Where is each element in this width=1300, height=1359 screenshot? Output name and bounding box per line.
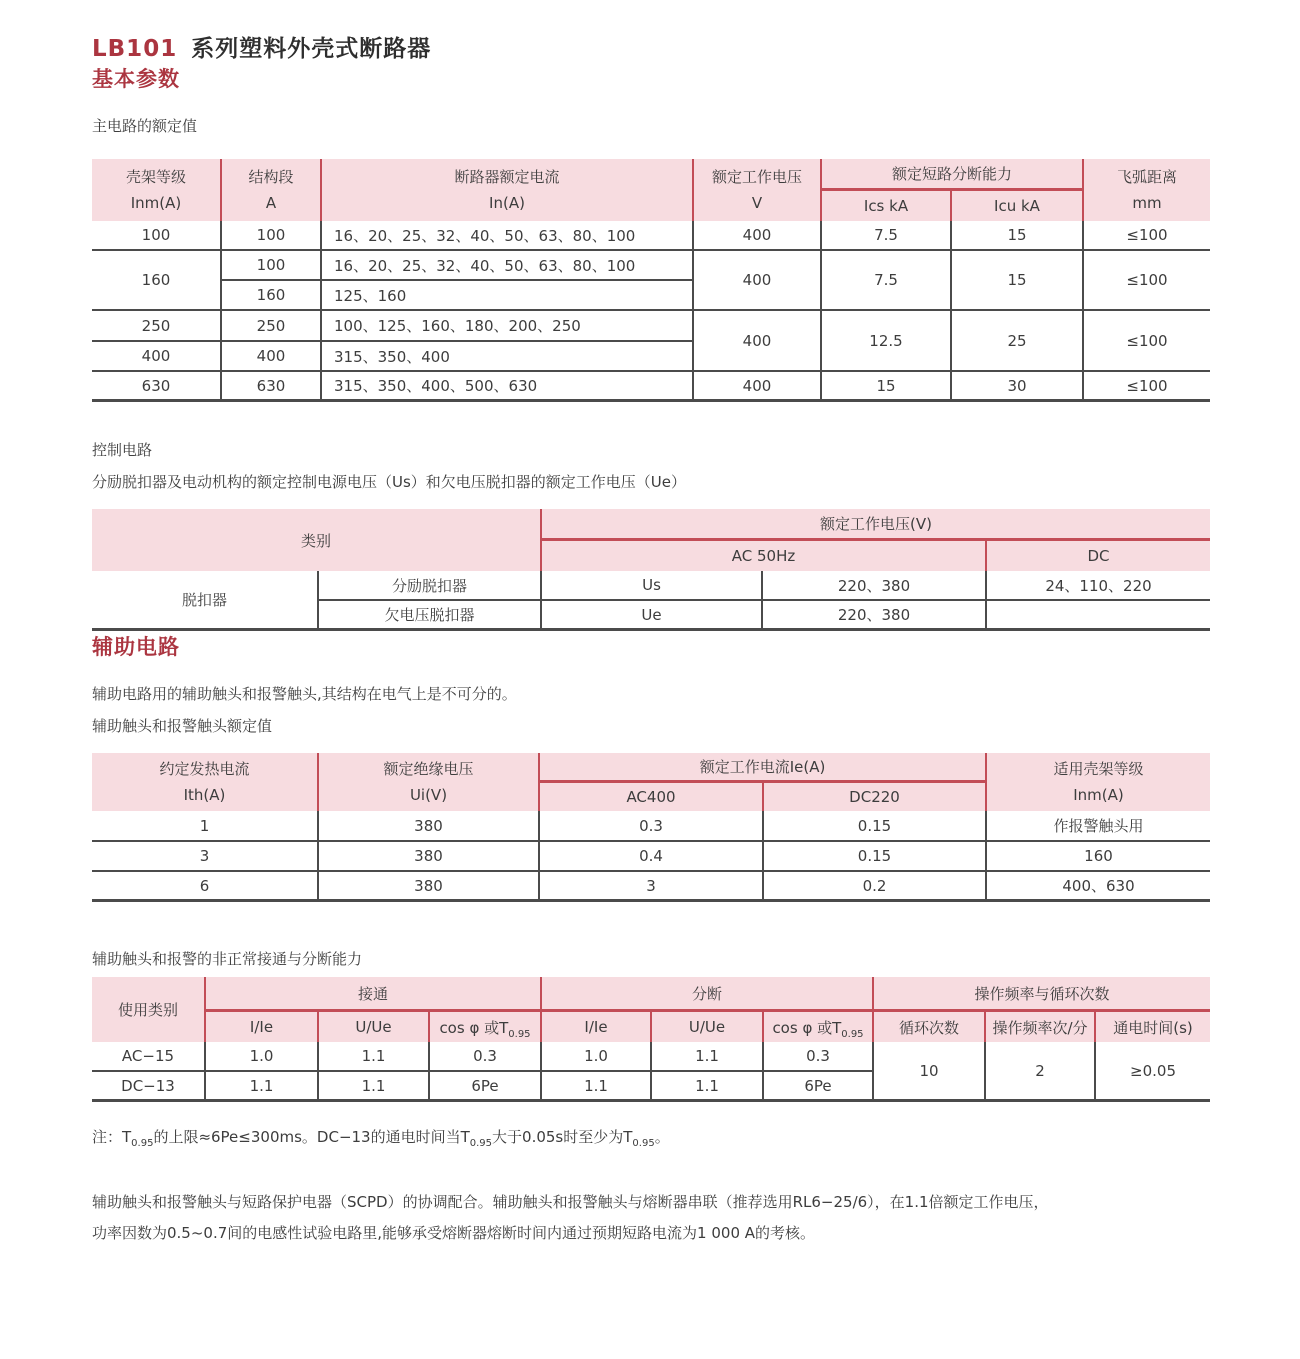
- cell-current: 100、125、160、180、200、250: [320, 311, 692, 342]
- cell-release-group: 脱扣器: [92, 571, 317, 631]
- cell-frame: 630: [92, 372, 220, 402]
- table-row: [92, 311, 1210, 342]
- cell-ui: 380: [317, 872, 538, 902]
- coordination-paragraph: [92, 1187, 1210, 1249]
- table-footnote: [92, 1126, 1210, 1147]
- cell-break-i: 1.1: [540, 1072, 650, 1102]
- cell-break-i: 1.0: [540, 1042, 650, 1072]
- cell-struct: 160: [220, 281, 320, 311]
- control-circuit-table: [92, 509, 1210, 631]
- header-row-1: [92, 977, 1210, 1012]
- aux-ratings-subtitle: 辅助触头和报警触头额定值: [92, 717, 273, 735]
- header-make-iie: I/Ie: [204, 1012, 317, 1042]
- cell-dc-values: [985, 601, 1210, 631]
- cell-current: 125、160: [320, 281, 692, 311]
- cell-ics: 12.5: [820, 311, 950, 372]
- header-utilization-category: 使用类别: [92, 977, 204, 1042]
- cell-voltage: 400: [692, 221, 820, 251]
- cell-break-cos: 0.3: [762, 1042, 872, 1072]
- cell-ac: 3: [538, 872, 762, 902]
- cell-make-u: 1.1: [317, 1042, 428, 1072]
- aux-contact-ratings-table: [92, 753, 1210, 902]
- cell-ics: 15: [820, 372, 950, 402]
- cell-make-u: 1.1: [317, 1072, 428, 1102]
- cell-frame: 作报警触头用: [985, 811, 1210, 842]
- header-line: 断路器额定电流: [454, 168, 560, 186]
- cell-make-cos: 0.3: [428, 1042, 540, 1072]
- cell-ith: 3: [92, 842, 317, 872]
- header-arc-distance: [1082, 159, 1210, 221]
- header-ics: Ics kA: [820, 191, 950, 221]
- abnormal-capacity-table: [92, 977, 1210, 1102]
- header-line: mm: [1132, 194, 1162, 212]
- table-row: [92, 571, 1210, 601]
- title-series-code: LB101: [92, 36, 178, 62]
- cell-cycles: 10: [872, 1042, 984, 1102]
- aux-paragraph: 辅助电路用的辅助触头和报警触头,其结构在电气上是不可分的。: [92, 685, 517, 703]
- cell-current: 16、20、25、32、40、50、63、80、100: [320, 251, 692, 281]
- cell-current: 315、350、400: [320, 342, 692, 372]
- cell-frame: 400、630: [985, 872, 1210, 902]
- paragraph-line: 辅助触头和报警触头与短路保护电器（SCPD）的协调配合。辅助触头和报警触头与熔断器串联（推荐选用RL6−25/6），在1.1倍额定工作电压，: [92, 1193, 1049, 1211]
- header-line: Ui(V): [409, 786, 448, 804]
- header-row-1: [92, 159, 1210, 191]
- table-row: [92, 872, 1210, 902]
- cell-ics: 7.5: [820, 221, 950, 251]
- cell-current: 16、20、25、32、40、50、63、80、100: [320, 221, 692, 251]
- table-row: [92, 842, 1210, 872]
- cell-dc-values: 24、110、220: [985, 571, 1210, 601]
- header-line: 适用壳架等级: [1053, 760, 1144, 778]
- cell-icu: 30: [950, 372, 1082, 402]
- main-ratings-table: [92, 159, 1210, 402]
- cell-ith: 6: [92, 872, 317, 902]
- note-text: 的上限≈6Pe≤300ms。DC−13的通电时间当T: [153, 1128, 470, 1146]
- cell-struct: 250: [220, 311, 320, 342]
- header-applicable-frame: [985, 753, 1210, 811]
- section-heading-basic-params: 基本参数: [92, 67, 180, 91]
- header-ac400: AC400: [538, 783, 762, 811]
- abnormal-capacity-caption: 辅助触头和报警的非正常接通与分断能力: [92, 950, 363, 968]
- table-row: [92, 811, 1210, 842]
- cell-symbol: Ue: [540, 601, 761, 631]
- cell-category: DC−13: [92, 1072, 204, 1102]
- cell-make-cos: 6Pe: [428, 1072, 540, 1102]
- cell-break-cos: 6Pe: [762, 1072, 872, 1102]
- header-break-uue: U/Ue: [650, 1012, 762, 1042]
- table-row: [92, 251, 1210, 281]
- header-line: 结构段: [248, 168, 294, 186]
- header-rated-working-voltage: 额定工作电压(V): [540, 509, 1210, 541]
- cell-struct: 100: [220, 221, 320, 251]
- header-line: A: [265, 194, 277, 212]
- cell-release-name: 分励脱扣器: [317, 571, 540, 601]
- cell-arc: ≤100: [1082, 251, 1210, 311]
- cell-arc: ≤100: [1082, 221, 1210, 251]
- cell-make-i: 1.0: [204, 1042, 317, 1072]
- header-break-cos: [762, 1012, 872, 1042]
- cell-ui: 380: [317, 811, 538, 842]
- header-line: 额定工作电压: [711, 168, 802, 186]
- header-line: 壳架等级: [125, 168, 186, 186]
- header-line: Inm(A): [130, 194, 182, 212]
- header-line: V: [751, 194, 763, 212]
- cell-frame: 160: [985, 842, 1210, 872]
- header-energized-time: 通电时间(s): [1094, 1012, 1210, 1042]
- header-row-1: [92, 753, 1210, 783]
- page-content: [92, 30, 1210, 1249]
- page-title: [92, 30, 1210, 63]
- cell-dc: 0.15: [762, 842, 985, 872]
- cell-dc: 0.15: [762, 811, 985, 842]
- cell-current: 315、350、400、500、630: [320, 372, 692, 402]
- header-line: 约定发热电流: [159, 760, 250, 778]
- cell-dc: 0.2: [762, 872, 985, 902]
- cell-ac-values: 220、380: [761, 571, 985, 601]
- header-cycles: 循环次数: [872, 1012, 984, 1042]
- header-operating-frequency-cycles: 操作频率与循环次数: [872, 977, 1210, 1012]
- header-operation-rate: 操作频率次/分: [984, 1012, 1094, 1042]
- header-thermal-current: [92, 753, 317, 811]
- cell-ics: 7.5: [820, 251, 950, 311]
- cell-frame: 250: [92, 311, 220, 342]
- section-heading-aux-circuit: 辅助电路: [92, 635, 180, 659]
- header-row-1: [92, 509, 1210, 541]
- cell-icu: 15: [950, 221, 1082, 251]
- cell-icu: 15: [950, 251, 1082, 311]
- header-frame-level: [92, 159, 220, 221]
- cell-rate: 2: [984, 1042, 1094, 1102]
- header-rated-current: [320, 159, 692, 221]
- cell-arc: ≤100: [1082, 372, 1210, 402]
- header-break-iie: I/Ie: [540, 1012, 650, 1042]
- header-category: 类别: [92, 509, 540, 571]
- header-row-2: [92, 1012, 1210, 1042]
- cell-icu: 25: [950, 311, 1082, 372]
- header-break: 分断: [540, 977, 872, 1012]
- cell-arc: ≤100: [1082, 311, 1210, 372]
- note-subscript: 0.95: [131, 1138, 154, 1149]
- cell-category: AC−15: [92, 1042, 204, 1072]
- header-dc220: DC220: [762, 783, 985, 811]
- note-text: 大于0.05s时至少为T: [492, 1128, 633, 1146]
- control-circuit-desc: 分励脱扣器及电动机构的额定控制电源电压（Us）和欠电压脱扣器的额定工作电压（Ue）: [92, 473, 687, 491]
- cell-ith: 1: [92, 811, 317, 842]
- cell-voltage: 400: [692, 311, 820, 372]
- cell-break-u: 1.1: [650, 1072, 762, 1102]
- header-breaking-capacity: 额定短路分断能力: [820, 159, 1082, 191]
- cell-frame: 160: [92, 251, 220, 311]
- header-structure: [220, 159, 320, 221]
- cell-struct: 400: [220, 342, 320, 372]
- table-row: [92, 372, 1210, 402]
- subtitle-main-circuit: 主电路的额定值: [92, 117, 198, 135]
- header-ac: AC 50Hz: [540, 541, 985, 571]
- header-make: 接通: [204, 977, 540, 1012]
- paragraph-line: 功率因数为0.5~0.7间的电感性试验电路里,能够承受熔断器熔断时间内通过预期短路电流为1 000 A的考核。: [92, 1224, 816, 1242]
- cos-label: cos φ 或T: [772, 1018, 842, 1037]
- note-text: 注：T: [92, 1128, 132, 1146]
- header-make-cos: [428, 1012, 540, 1042]
- cos-subscript: 0.95: [841, 1028, 864, 1040]
- header-line: Inm(A): [1073, 786, 1124, 804]
- cell-struct: 100: [220, 251, 320, 281]
- control-circuit-heading: 控制电路: [92, 441, 153, 459]
- cell-symbol: Us: [540, 571, 761, 601]
- header-working-current: 额定工作电流Ie(A): [538, 753, 985, 783]
- note-subscript: 0.95: [632, 1138, 655, 1149]
- cell-time: ≥0.05: [1094, 1042, 1210, 1102]
- cell-ac: 0.3: [538, 811, 762, 842]
- note-text: 。: [654, 1128, 670, 1146]
- header-dc: DC: [985, 541, 1210, 571]
- header-make-uue: U/Ue: [317, 1012, 428, 1042]
- cell-break-u: 1.1: [650, 1042, 762, 1072]
- table-row: [92, 221, 1210, 251]
- header-line: In(A): [489, 194, 525, 212]
- header-working-voltage: [692, 159, 820, 221]
- cell-voltage: 400: [692, 251, 820, 311]
- cell-make-i: 1.1: [204, 1072, 317, 1102]
- cell-ac-values: 220、380: [761, 601, 985, 631]
- header-line: 额定绝缘电压: [383, 760, 474, 778]
- cos-subscript: 0.95: [508, 1028, 531, 1040]
- cell-release-name: 欠电压脱扣器: [317, 601, 540, 631]
- header-insulation-voltage: [317, 753, 538, 811]
- note-subscript: 0.95: [469, 1138, 493, 1149]
- cell-ui: 380: [317, 842, 538, 872]
- header-line: Ith(A): [183, 786, 226, 804]
- title-text: 系列塑料外壳式断路器: [191, 36, 432, 62]
- header-line: 飞弧距离: [1117, 168, 1178, 186]
- header-icu: Icu kA: [950, 191, 1082, 221]
- cell-ac: 0.4: [538, 842, 762, 872]
- cell-voltage: 400: [692, 372, 820, 402]
- table-row: [92, 1042, 1210, 1072]
- cell-struct: 630: [220, 372, 320, 402]
- cell-frame: 400: [92, 342, 220, 372]
- cos-label: cos φ 或T: [439, 1018, 509, 1037]
- cell-frame: 100: [92, 221, 220, 251]
